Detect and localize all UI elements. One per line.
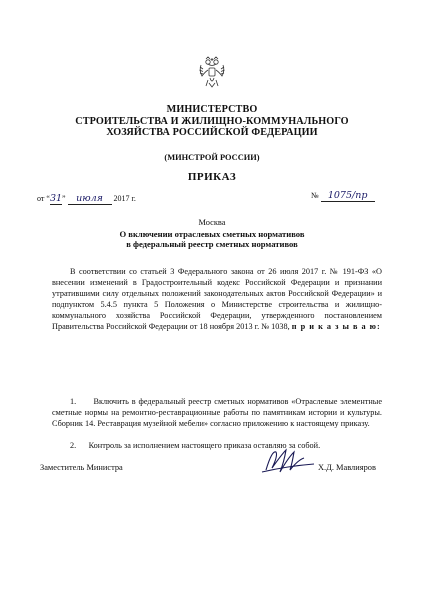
signatory-title: Заместитель Министра	[40, 463, 123, 472]
ministry-line: ХОЗЯЙСТВА РОССИЙСКОЙ ФЕДЕРАЦИИ	[106, 127, 318, 138]
ministry-line: МИНИСТЕРСТВО	[166, 104, 258, 115]
subject-line: О включении отраслевых сметных нормативов	[119, 229, 305, 239]
coat-of-arms-icon	[198, 56, 226, 88]
ministry-line: СТРОИТЕЛЬСТВА И ЖИЛИЩНО-КОММУНАЛЬНОГО	[75, 115, 349, 127]
date-month: июля	[68, 193, 112, 205]
number-value: 1075/пр	[321, 190, 375, 202]
date-line	[37, 193, 136, 205]
date-day: 31	[49, 193, 63, 204]
order-item-2: 2. Контроль за исполнением настоящего приказа оставляю за собой.	[70, 441, 321, 450]
number-prefix: №	[311, 191, 319, 200]
document-number	[311, 190, 375, 202]
subject-line: в федеральный реестр сметных нормативов	[126, 239, 298, 249]
signatory-name: Х.Д. Мавлияров	[318, 463, 376, 472]
document-type: ПРИКАЗ	[187, 171, 237, 183]
preamble-paragraph	[52, 267, 382, 332]
preamble-text: В соответствии со статьей 3 Федерального закона от 26 июля 2017 г. № 191-ФЗ «О внесении изменений в Градостроительный кодекс Российской Федерации и признании утратившими силу отдельных положений законодательных актов Российской Федерации» и подпунктом 5.4.5 пункта 5 Положения о Министерстве строительства и жилищно-коммунального хозяйства Российской Федерации, утвержденного постановлением Правительства Российской Федерации от 18 ноября 2013 г. № 1038,	[52, 267, 382, 331]
ministry-short-name: (МИНСТРОЙ РОССИИ)	[164, 153, 260, 162]
date-prefix: от “	[37, 194, 50, 203]
order-word: п р и к а з ы в а ю:	[291, 321, 381, 331]
document-subject	[0, 229, 424, 249]
handwritten-signature	[258, 446, 328, 478]
ministry-name	[0, 104, 424, 139]
date-quote: ”	[61, 194, 66, 203]
date-year: 2017 г.	[113, 194, 136, 203]
order-item-1: 1. Включить в федеральный реестр сметных нормативов «Отраслевые элементные сметные нормы на ремонтно-реставрационные работы по памятникам истории и культуры. Сборник 14. Реставрация музейной мебели» согласно приложению к настоящему приказу.	[52, 397, 382, 428]
city: Москва	[198, 218, 226, 227]
